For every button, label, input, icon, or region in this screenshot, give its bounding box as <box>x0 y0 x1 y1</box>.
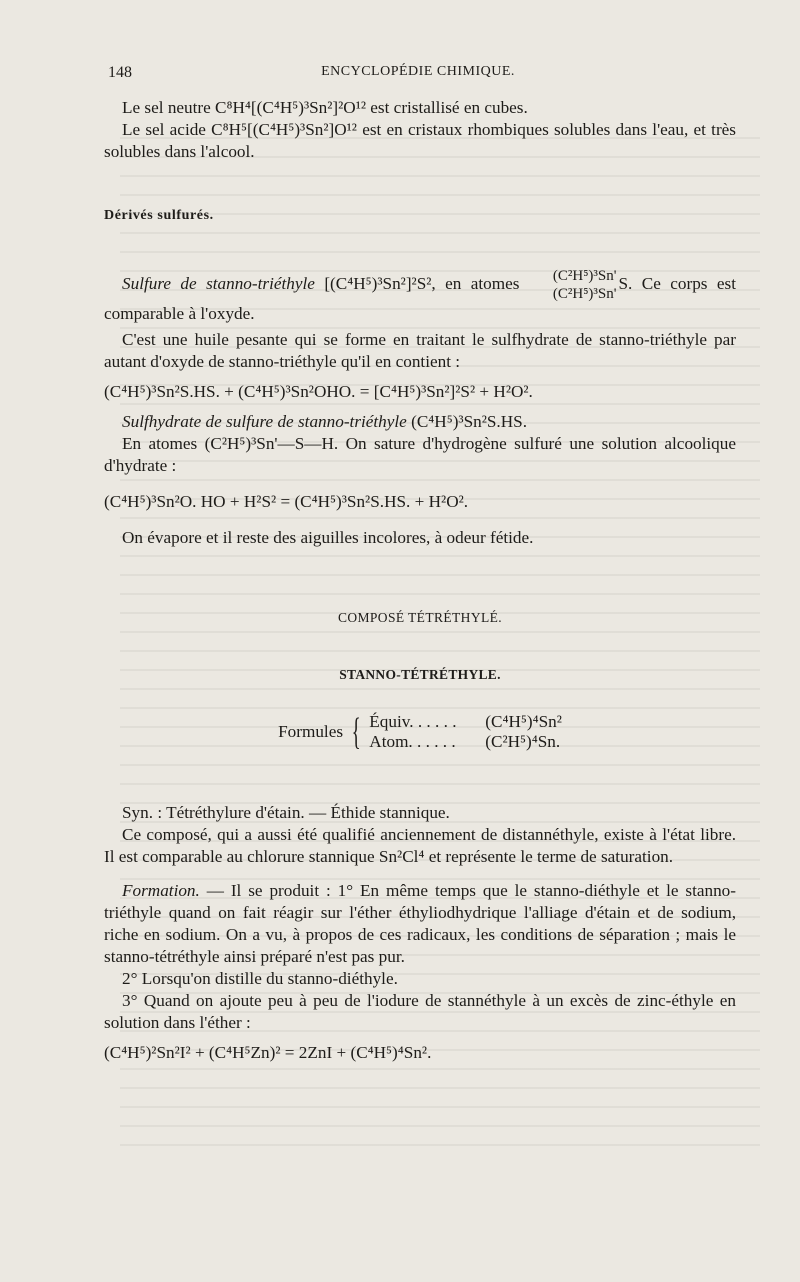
page-header <box>108 62 728 86</box>
sulfide-after: S. Ce corps est comparable à l'oxyde. <box>104 273 737 323</box>
sulfhydrate-name: Sulfhydrate de sulfure de stanno-triéthyle <box>122 412 407 431</box>
heading-stanno: STANNO-TÉTRÉTHYLE. <box>339 667 501 682</box>
paragraph-formation <box>104 880 736 968</box>
paragraph-synonyms: Syn. : Tétréthylure d'étain. — Éthide stannique. <box>122 803 450 822</box>
paragraph-sulfhydrate <box>104 411 736 433</box>
equation-1: (C⁴H⁵)³Sn²S.HS. + (C⁴H⁵)³Sn²OHO. = [C⁴H⁵)³Sn²]²S² + H²O². <box>104 382 533 401</box>
equation-2: (C⁴H⁵)³Sn²O. HO + H²S² = (C⁴H⁵)³Sn²S.HS. + H²O². <box>104 492 469 511</box>
formula-value: (C⁴H⁵)⁴Sn² <box>485 712 562 731</box>
formulas-label: Formules <box>278 722 344 741</box>
stack-bottom: (C²H⁵)³Sn' <box>552 286 617 302</box>
paragraph-acid-salt: Le sel acide C⁸H⁵[(C⁴H⁵)³Sn²]O¹² est en cristaux rhombiques solubles dans l'eau, et très solubles dans l'alcool. <box>104 120 736 161</box>
formulas-rows <box>369 712 562 752</box>
formula-name: Atom. . . . . . <box>369 732 456 751</box>
formula-row <box>369 712 562 732</box>
sulfide-formula: [(C⁴H⁵)³Sn²]²S², en atomes <box>324 273 520 293</box>
formulas-block <box>104 712 736 752</box>
page-number: 148 <box>108 64 132 81</box>
formation-label: Formation. <box>122 881 200 900</box>
equation-3: (C⁴H⁵)²Sn²I² + (C⁴H⁵Zn)² = 2ZnI + (C⁴H⁵)⁴Sn². <box>104 1043 432 1062</box>
paragraph-preparation: C'est une huile pesante qui se forme en traitant le sulfhydrate de stanno-triéthyle par autant d'oxyde de stanno-triéthyle qu'il en contient : <box>104 330 736 371</box>
compound-name: Sulfure de stanno-triéthyle <box>122 273 315 293</box>
section-title: Dérivés sulfurés. <box>104 208 214 223</box>
stack-top: (C²H⁵)³Sn' <box>552 268 617 284</box>
brace-icon: { <box>351 711 361 753</box>
paragraph-evaporate: On évapore et il reste des aiguilles incolores, à odeur fétide. <box>122 528 534 547</box>
paragraph-description: Ce composé, qui a aussi été qualifié anciennement de distannéthyle, existe à l'état libre. Il est comparable au chlorure stannique Sn²Cl⁴ et représente le terme de saturation. <box>104 825 736 866</box>
formula-row <box>369 732 562 752</box>
formula-value: (C²H⁵)⁴Sn. <box>485 732 561 751</box>
paragraph-atoms: En atomes (C²H⁵)³Sn'—S—H. On sature d'hydrogène sulfuré une solution alcoolique d'hydrate : <box>104 434 736 475</box>
paragraph-method-2: 2° Lorsqu'on distille du stanno-diéthyle. <box>122 969 398 988</box>
paragraph-method-3: 3° Quand on ajoute peu à peu de l'iodure de stannéthyle à un excès de zinc-éthyle en solution dans l'éther : <box>104 991 736 1032</box>
sulfhydrate-formula: (C⁴H⁵)³Sn²S.HS. <box>411 412 527 431</box>
formula-name: Équiv. . . . . . <box>369 712 457 731</box>
paragraph-neutral-salt: Le sel neutre C⁸H⁴[(C⁴H⁵)³Sn²]²O¹² est cristallisé en cubes. <box>122 98 528 117</box>
heading-compose: COMPOSÉ TÉTRÉTHYLÉ. <box>337 610 503 625</box>
atomic-formula-stack <box>535 267 617 303</box>
page-body <box>104 97 736 1072</box>
paragraph-sulfide <box>104 267 736 325</box>
formation-text: — Il se produit : 1° En même temps que le stanno-diéthyle et le stanno-triéthyle quand on fait réagir sur l'éther éthyliodhydrique l'alliage d'étain et de sodium, riche en sodium. On a vu, à propos de ces radicaux, les conditions de séparation ; mais le stanno-tétréthyle ainsi préparé n'est pas pur. <box>104 881 737 966</box>
running-title: ENCYCLOPÉDIE CHIMIQUE. <box>321 64 515 79</box>
